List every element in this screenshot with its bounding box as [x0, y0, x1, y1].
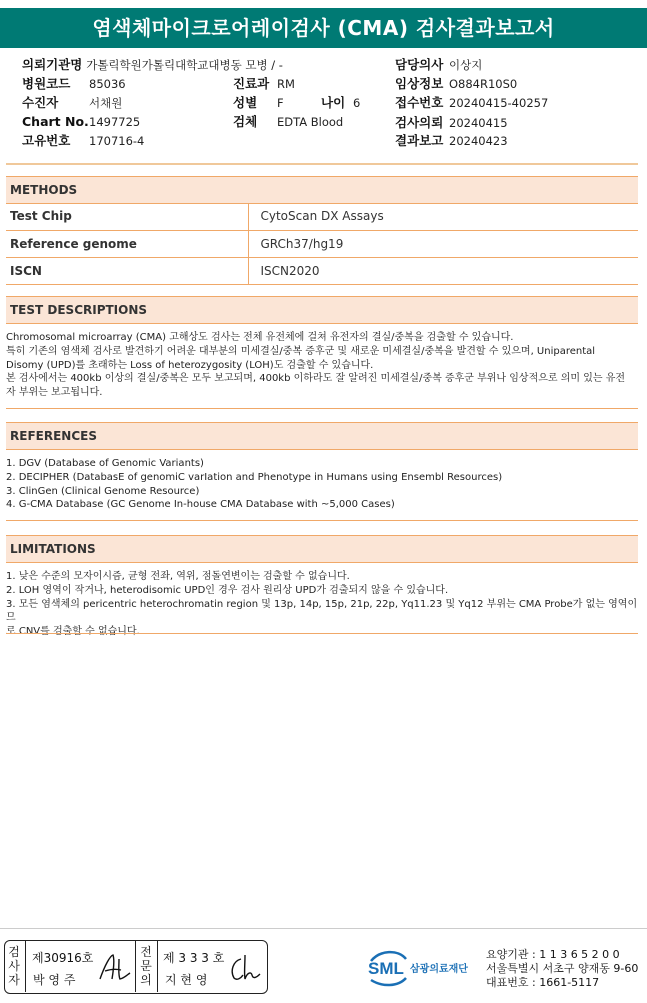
sml-logo: [368, 947, 478, 989]
method-value: GRCh37/hg19: [248, 230, 638, 257]
info-request: [395, 114, 508, 132]
age-value: 6: [353, 96, 361, 110]
chart-label: Chart No.: [22, 114, 89, 129]
description-line: Chromosomal microarray (CMA) 고해상도 검사는 전체 유전체에 걸쳐 유전자의 결실/중복을 검출할 수 있습니다.: [6, 332, 514, 343]
method-key: ISCN: [6, 257, 248, 284]
limitation-item: 2. LOH 영역이 작거나, heterodisomic UPD인 경우 검사 원리상 UPD가 검출되지 않을 수 있습니다.: [6, 584, 449, 596]
reference-item: 3. ClinGen (Clinical Genome Resource): [6, 485, 200, 497]
receipt-label: 접수번호: [395, 95, 444, 110]
sex-value: F: [277, 96, 284, 110]
section-divider: [6, 520, 638, 521]
info-unique: [22, 132, 144, 150]
method-value: CytoScan DX Assays: [248, 203, 638, 230]
info-specimen: [233, 113, 343, 131]
receipt-value: 20240415-40257: [449, 96, 549, 110]
sex-label: 성별: [233, 95, 258, 110]
hospital-code-label: 병원코드: [22, 76, 71, 91]
sml-logo-icon: [368, 947, 478, 989]
test-descriptions-text: [6, 331, 638, 400]
footer-divider: [0, 928, 647, 929]
clinical-label: 임상정보: [395, 76, 444, 91]
institution-address: 서울특별시 서초구 양재동 9-60: [486, 962, 639, 975]
specialist-name: 지 현 영: [165, 973, 208, 987]
patient-value: 서채원: [89, 96, 123, 110]
methods-table: [6, 203, 638, 285]
info-receipt: [395, 94, 548, 112]
references-header: REFERENCES: [6, 422, 638, 450]
chart-value: 1497725: [89, 115, 141, 129]
specialist-label-text: 전문의: [140, 945, 152, 987]
dept-value: RM: [277, 77, 295, 91]
examiner-number: 제30916호: [32, 951, 94, 965]
specimen-label: 검체: [233, 114, 258, 129]
box-divider: [135, 941, 136, 992]
request-value: 20240415: [449, 116, 508, 130]
description-line: 특히 기존의 염색체 검사로 발견하기 어려운 대부분의 미세결실/중복 증후군 및 새로운 미세결실/중복을 발견할 수 있으며, Uniparental: [6, 345, 596, 357]
method-value: ISCN2020: [248, 257, 638, 284]
logo-text: SML: [368, 959, 404, 978]
institution-label: 의뢰기관명: [22, 57, 83, 72]
section-divider: [6, 633, 638, 634]
patient-label: 수진자: [22, 95, 59, 110]
hospital-code-value: 85036: [89, 77, 126, 91]
doctor-label: 담당의사: [395, 57, 444, 72]
specialist-number: 제 3 3 3 호: [163, 951, 225, 965]
description-line: Disomy (UPD)를 초래하는 Loss of heterozygosity (LOH)도 검출할 수 있습니다.: [6, 359, 374, 371]
table-row: [6, 257, 638, 284]
table-row: [6, 203, 638, 230]
unique-value: 170716-4: [89, 134, 145, 148]
box-divider: [25, 941, 26, 992]
report-label: 결과보고: [395, 133, 444, 148]
section-divider: [6, 408, 638, 409]
reference-item: 1. DGV (Database of Genomic Variants): [6, 458, 204, 469]
test-descriptions-header: TEST DESCRIPTIONS: [6, 296, 638, 324]
dept-label: 진료과: [233, 76, 270, 91]
info-dept: [233, 75, 295, 93]
limitation-item: 3. 모든 염색체의 pericentric heterochromatin region 및 13p, 14p, 15p, 21p, 22p, Yq11.23 및 Yq12 부위는 CMA Probe가 없는 영역이므: [6, 598, 638, 624]
logo-name: 삼광의료재단: [410, 964, 468, 975]
institution-phone: 대표번호 : 1661-5117: [486, 976, 600, 989]
institution-number: 요양기관 : 1 1 3 6 5 2 0 0: [486, 948, 620, 961]
info-hospital-code: [22, 75, 126, 93]
methods-header: METHODS: [6, 176, 638, 204]
examiner-label-text: 검사자: [8, 945, 20, 987]
report-value: 20240423: [449, 134, 508, 148]
specialist-label: [140, 945, 152, 987]
specialist-signature: [227, 951, 263, 985]
box-divider: [157, 941, 158, 992]
info-patient: [22, 94, 122, 112]
reference-item: 2. DECIPHER (DatabasE of genomiC varIation and Phenotype in Humans using Ensembl Resources): [6, 471, 503, 483]
institution-contact: [486, 948, 638, 990]
examiner-label: [8, 945, 20, 987]
references-list: [6, 457, 638, 512]
doctor-value: 이상지: [449, 58, 483, 72]
request-label: 검사의뢰: [395, 115, 444, 130]
info-institution: [22, 56, 283, 74]
signature-box: [4, 940, 268, 994]
examiner-signature: [97, 951, 133, 985]
method-key: Reference genome: [6, 230, 248, 257]
info-report: [395, 132, 508, 150]
report-title: 염색체마이크로어레이검사 (CMA) 검사결과보고서: [0, 8, 647, 48]
reference-item: 4. G-CMA Database (GC Genome In-house CMA Database with ~5,000 Cases): [6, 499, 395, 511]
limitation-item: 로 CNV를 검출할 수 없습니다.: [6, 626, 140, 638]
info-clinical: [395, 75, 517, 93]
table-row: [6, 230, 638, 257]
info-doctor: [395, 56, 482, 74]
info-sex: [233, 94, 360, 112]
examiner-name: 박 영 주: [33, 973, 76, 987]
info-chart: [22, 113, 140, 131]
unique-label: 고유번호: [22, 133, 71, 148]
method-key: Test Chip: [6, 203, 248, 230]
institution-value: 가톨릭학원가톨릭대학교대병동 모병 / -: [86, 58, 283, 72]
limitations-header: LIMITATIONS: [6, 535, 638, 563]
limitation-item: 1. 낮은 수준의 모자이시즘, 균형 전좌, 역위, 점돌연변이는 검출할 수 없습니다.: [6, 571, 350, 582]
clinical-value: O884R10S0: [449, 77, 518, 91]
description-line: 자 부위는 보고됩니다.: [6, 387, 103, 399]
limitations-list: [6, 570, 638, 639]
description-line: 본 검사에서는 400kb 이상의 결실/중복은 모두 보고되며, 400kb 이하라도 잘 알려진 미세결실/중복 증후군 부위나 임상적으로 의미 있는 유전: [6, 373, 626, 385]
specimen-value: EDTA Blood: [277, 115, 344, 129]
age-label: 나이: [321, 95, 346, 110]
divider: [6, 163, 638, 165]
